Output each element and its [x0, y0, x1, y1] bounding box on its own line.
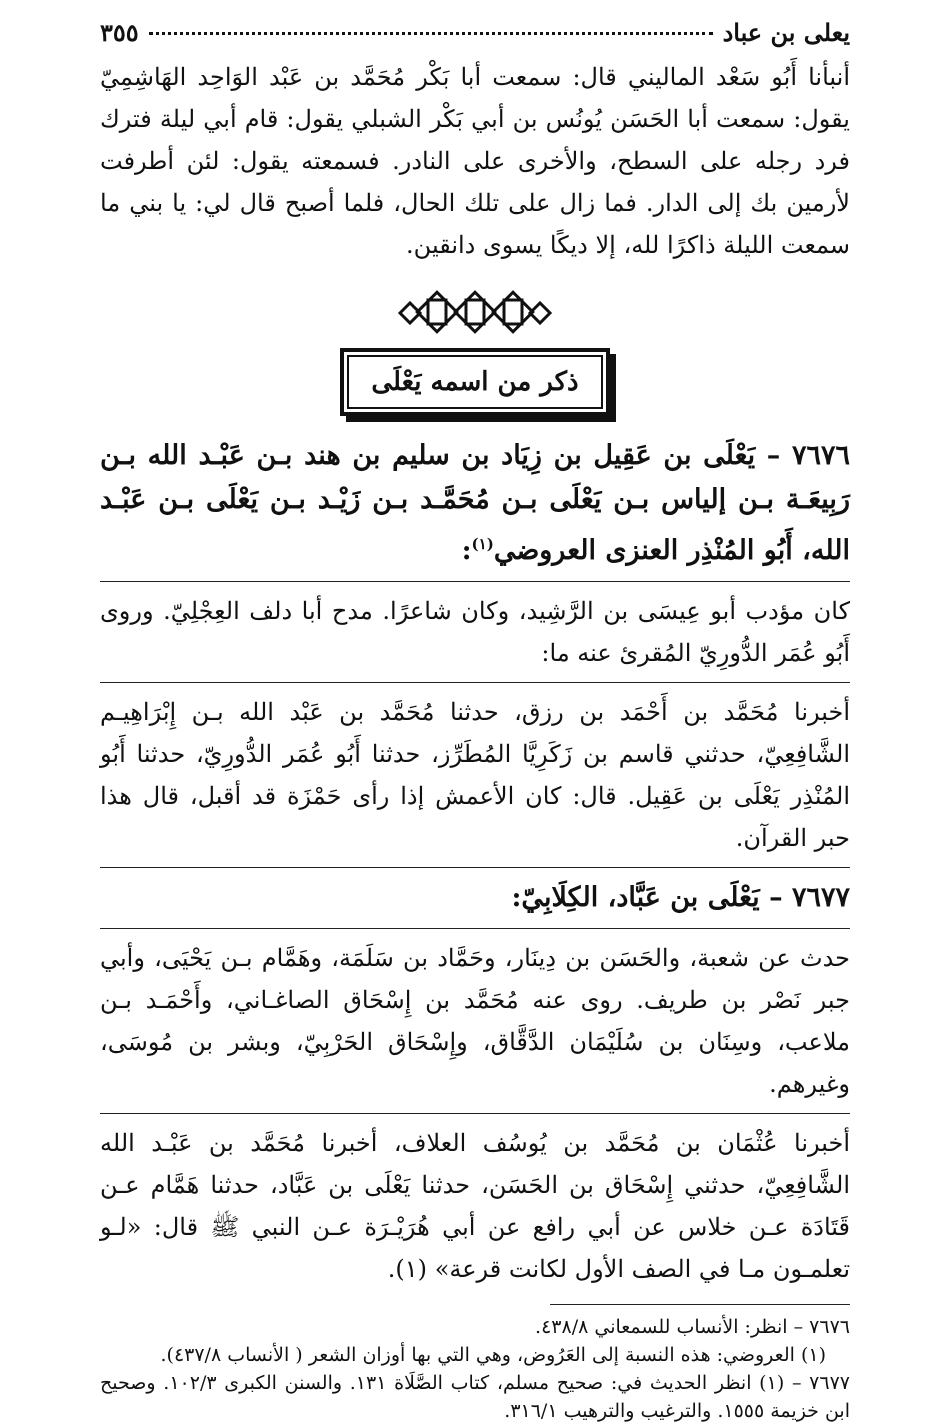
divider: [100, 867, 850, 868]
entry-7676-paragraph: كان مؤدب أبو عِيسَى بن الرَّشِيد، وكان شاعرًا. مدح أبا دلف العِجْلِيّ. وروى أَبُو عُمَر الدُّورِيّ المُقرئ عنه ما:: [100, 597, 850, 667]
divider: [100, 1113, 850, 1114]
section-title-frame: [100, 348, 850, 416]
footnote-7677-1: ٧٦٧٧ – (١) انظر الحديث في: صحيح مسلم، كتاب الصَّلَاة ١٣١. والسنن الكبرى ١٠٢/٣. وصحيح ابن خزيمة ١٥٥٥. والترغيب والترهيب ٣١٦/١.: [100, 1372, 850, 1422]
divider: [100, 682, 850, 683]
running-title: يعلى بن عباد: [722, 18, 850, 47]
entry-7676-isnad-paragraph: أخبرنا مُحَمَّد بن أَحْمَد بن رزق، حدثنا مُحَمَّد بن عَبْد الله بـن إِبْرَاهِيـم الشَّافِعِيّ، حدثني قاسم بن زَكَرِيَّا المُطَرِّز، حدثنا أَبُو عُمَر الدُّورِيّ، حدثنا أَبُو المُنْذِر يَعْلَى بن عَقِيل. قال: كان الأعمش إذا رأى حَمْزَة قد أقبل، قال هذا حبر القرآن.: [100, 698, 850, 852]
book-page: [100, 18, 850, 1425]
hadith-text: أخبرنا عُثْمَان بن مُحَمَّد بن يُوسُف العلاف، أخبرنا مُحَمَّد بن عَبْـد الله الشَّافِعِيّ، حدثني إِسْحَاق بن الحَسَن، حدثنا يَعْلَى بن عَبَّاد، حدثنا هَمَّام عـن قَتَادَة عـن خلاس عن أبي رافع عن أبي هُرَيْـرَة عـن النبي ﷺ قال: «لـو تعلمـون مـا في الصف الأول لكانت قرعة»: [100, 1129, 850, 1283]
footnote-marker: (١): [395, 1255, 428, 1283]
entry-7677-hadith-paragraph: [100, 1122, 850, 1290]
footnote-7676: ٧٦٧٦ – انظر: الأنساب للسمعاني ٤٣٨/٨.: [535, 1316, 850, 1338]
entry-7676-heading-text: ٧٦٧٦ – يَعْلَى بن عَقِيل بن زِيَاد بن سليم بن هند بـن عَبْـد الله بـن رَبِيعَـة بـن إلياس بـن يَعْلَى بـن مُحَمَّـد بـن زَيْـد بـن يَعْلَى بـن عَبْـد الله، أَبُو المُنْذِر العنزى العروضي: [100, 440, 850, 566]
intro-paragraph: أنبأنا أَبُو سَعْد الماليني قال: سمعت أبا بَكْر مُحَمَّد بن عَبْد الوَاحِد الهَاشِمِيّ يقول: سمعت أبا الحَسَن يُونُس بن أبي بَكْر الشبلي يقول: قام أبي ليلة فترك فرد رجله على السطح، والأخرى على النادر. فسمعته يقول: لئن أطرفت لأرمين بك إلى الدار. فما زال على تلك الحال، فلما أصبح قال لي: يا بني ما سمعت الليلة ذاكرًا لله، إلا ديكًا يسوى دانقين.: [100, 63, 850, 259]
header-dotted-leader: [149, 32, 713, 35]
divider: [100, 928, 850, 929]
divider: [100, 581, 850, 582]
entry-7676-heading: [100, 434, 850, 573]
page-number: ٣٥٥: [100, 18, 139, 47]
ornament-knot-icon: [395, 290, 555, 336]
hadith-end: .: [387, 1255, 396, 1283]
footnote-separator: [550, 1304, 850, 1305]
entry-7676-heading-end: :: [461, 535, 472, 566]
footnote-7676-1: (١) العروضي: هذه النسبة إلى العَرُوض، وهي التي بها أوزان الشعر ( الأنساب ٤٣٧/٨).: [160, 1344, 826, 1366]
section-title: ذكر من اسمه يَعْلَى: [347, 355, 602, 409]
entry-7677-heading: ٧٦٧٧ – يَعْلَى بن عَبَّاد، الكِلَابِيّ:: [511, 882, 850, 913]
page-header: [100, 18, 850, 52]
ornament-knot-icon: [100, 290, 850, 336]
footnote-marker: (١): [471, 535, 494, 553]
entry-7677-paragraph: حدث عن شعبة، والحَسَن بن دِينَار، وحَمَّاد بن سَلَمَة، وهَمَّام بـن يَحْيَى، وأبي جبر نَصْر بن طريف. روى عنه مُحَمَّد بن إِسْحَاق الصاغـاني، وأَحْمَـد بـن ملاعب، وسِنَان بن سُلَيْمَان الدَّقَّاق، وإِسْحَاق الحَرْبِيّ، وبشر بن مُوسَى، وغيرهم.: [100, 944, 850, 1098]
